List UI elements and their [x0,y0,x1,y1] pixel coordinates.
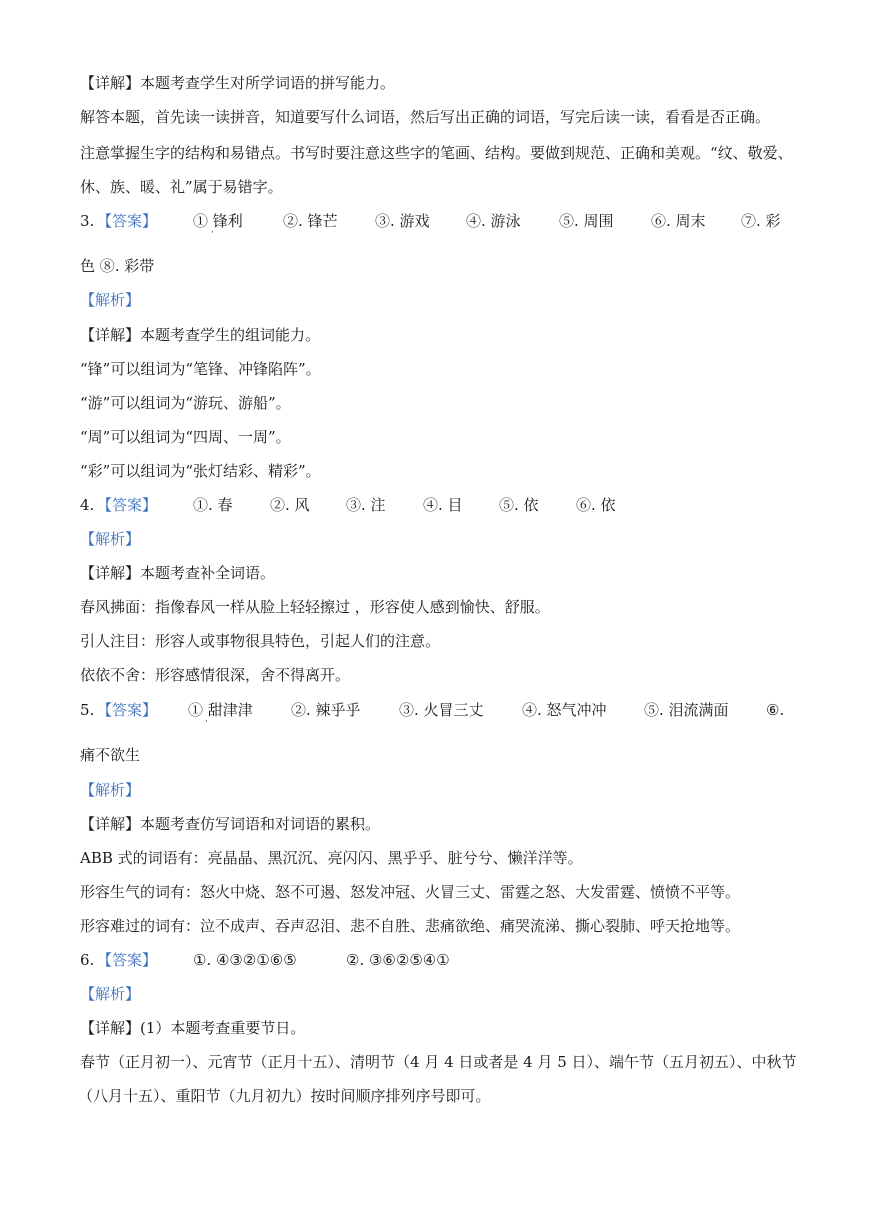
text-line: 解答本题，首先读一读拼音，知道要写什么词语，然后写出正确的词语，写完后读一读，看看是否正确。 [80,108,771,126]
detail-line: 【详解】本题考查仿写词语和对词语的累积。 [80,815,381,833]
answer-item: ①. 春 [193,496,233,514]
detail-line: 【详解】本题考查补全词语。 [80,564,276,582]
answer-item: ③. 火冒三丈 [399,701,484,719]
text-line: 形容生气的词有：怒火中烧、怒不可遏、怒发冲冠、火冒三丈、雷霆之怒、大发雷霆、愤愤不平等。 [80,883,741,901]
question-number: 4. [80,496,95,514]
dot-mark: · [211,228,214,238]
answer-continuation: 色 ⑧. 彩带 [80,257,155,275]
question-number: 6. [80,951,95,969]
answer-item: ②. 风 [270,496,310,514]
answer-item: ① 甜津津 [188,701,253,719]
text-line: 引人注目：形容人或事物很具特色，引起人们的注意。 [80,632,441,650]
text-line: 休、族、暖、礼”属于易错字。 [80,178,283,196]
answer-item: ④. 游泳 [466,212,521,230]
analysis-label: 【解析】 [80,781,141,799]
answer-label: 【答案】 [97,496,158,514]
answer-item: ③. 注 [346,496,386,514]
text-line: ABB 式的词语有：亮晶晶、黑沉沉、亮闪闪、黑乎乎、脏兮兮、懒洋洋等。 [80,849,583,867]
answer-item: ⑤. 周围 [559,212,614,230]
text-line: “游”可以组词为“游玩、游船”。 [80,394,291,412]
answer-label: 【答案】 [97,701,158,719]
analysis-label: 【解析】 [80,291,141,309]
answer-item: ②. 辣乎乎 [291,701,361,719]
answer-item: ⑦. 彩 [741,212,781,230]
analysis-label: 【解析】 [80,985,141,1003]
answer-label: 【答案】 [97,951,158,969]
question-number: 5. [80,701,95,719]
text-line: 注意掌握生字的结构和易错点。书写时要注意这些字的笔画、结构。要做到规范、正确和美观。“纹、敬爱、 [80,144,793,162]
analysis-label: 【解析】 [80,530,141,548]
detail-line: 【详解】本题考查学生的组词能力。 [80,326,321,344]
answer-item: ⑥. [766,701,785,719]
answer-item: ① 锋利 [193,212,243,230]
answer-item: ⑤. 泪流满面 [644,701,729,719]
text-line: 春节（正月初一）、元宵节（正月十五）、清明节（4 月 4 日或者是 4 月 5 日）、端午节（五月初五）、中秋节 [80,1053,797,1071]
text-line: 形容难过的词有：泣不成声、吞声忍泪、悲不自胜、悲痛欲绝、痛哭流涕、撕心裂肺、呼天抢地等。 [80,917,741,935]
answer-item: ②. ③⑥②⑤④① [346,951,450,969]
answer-item: ④. 怒气冲冲 [522,701,607,719]
answer-item: ⑤. 依 [499,496,539,514]
text-line: 依依不舍：形容感情很深，舍不得离开。 [80,666,351,684]
answer-item: ⑥. 依 [576,496,616,514]
detail-line: 【详解】(1）本题考查重要节日。 [80,1019,306,1037]
answer-continuation: 痛不欲生 [80,746,141,764]
text-line: 春风拂面：指像春风一样从脸上轻轻擦过 ，形容使人感到愉快、舒服。 [80,598,550,616]
answer-item: ②. 锋芒 [283,212,338,230]
question-number: 3. [80,212,95,230]
answer-item: ①. ④③②①⑥⑤ [193,951,297,969]
dot-mark: · [205,717,208,727]
answer-label: 【答案】 [97,212,158,230]
text-line: “彩”可以组词为“张灯结彩、精彩”。 [80,462,321,480]
text-line: “锋”可以组词为“笔锋、冲锋陷阵”。 [80,360,321,378]
answer-item: ⑥. 周末 [651,212,706,230]
text-line: “周”可以组词为“四周、一周”。 [80,428,291,446]
text-line: （八月十五）、重阳节（九月初九）按时间顺序排列序号即可。 [78,1087,491,1105]
answer-item: ④. 目 [423,496,463,514]
answer-item: ③. 游戏 [375,212,430,230]
detail-line: 【详解】本题考查学生对所学词语的拼写能力。 [80,74,396,92]
